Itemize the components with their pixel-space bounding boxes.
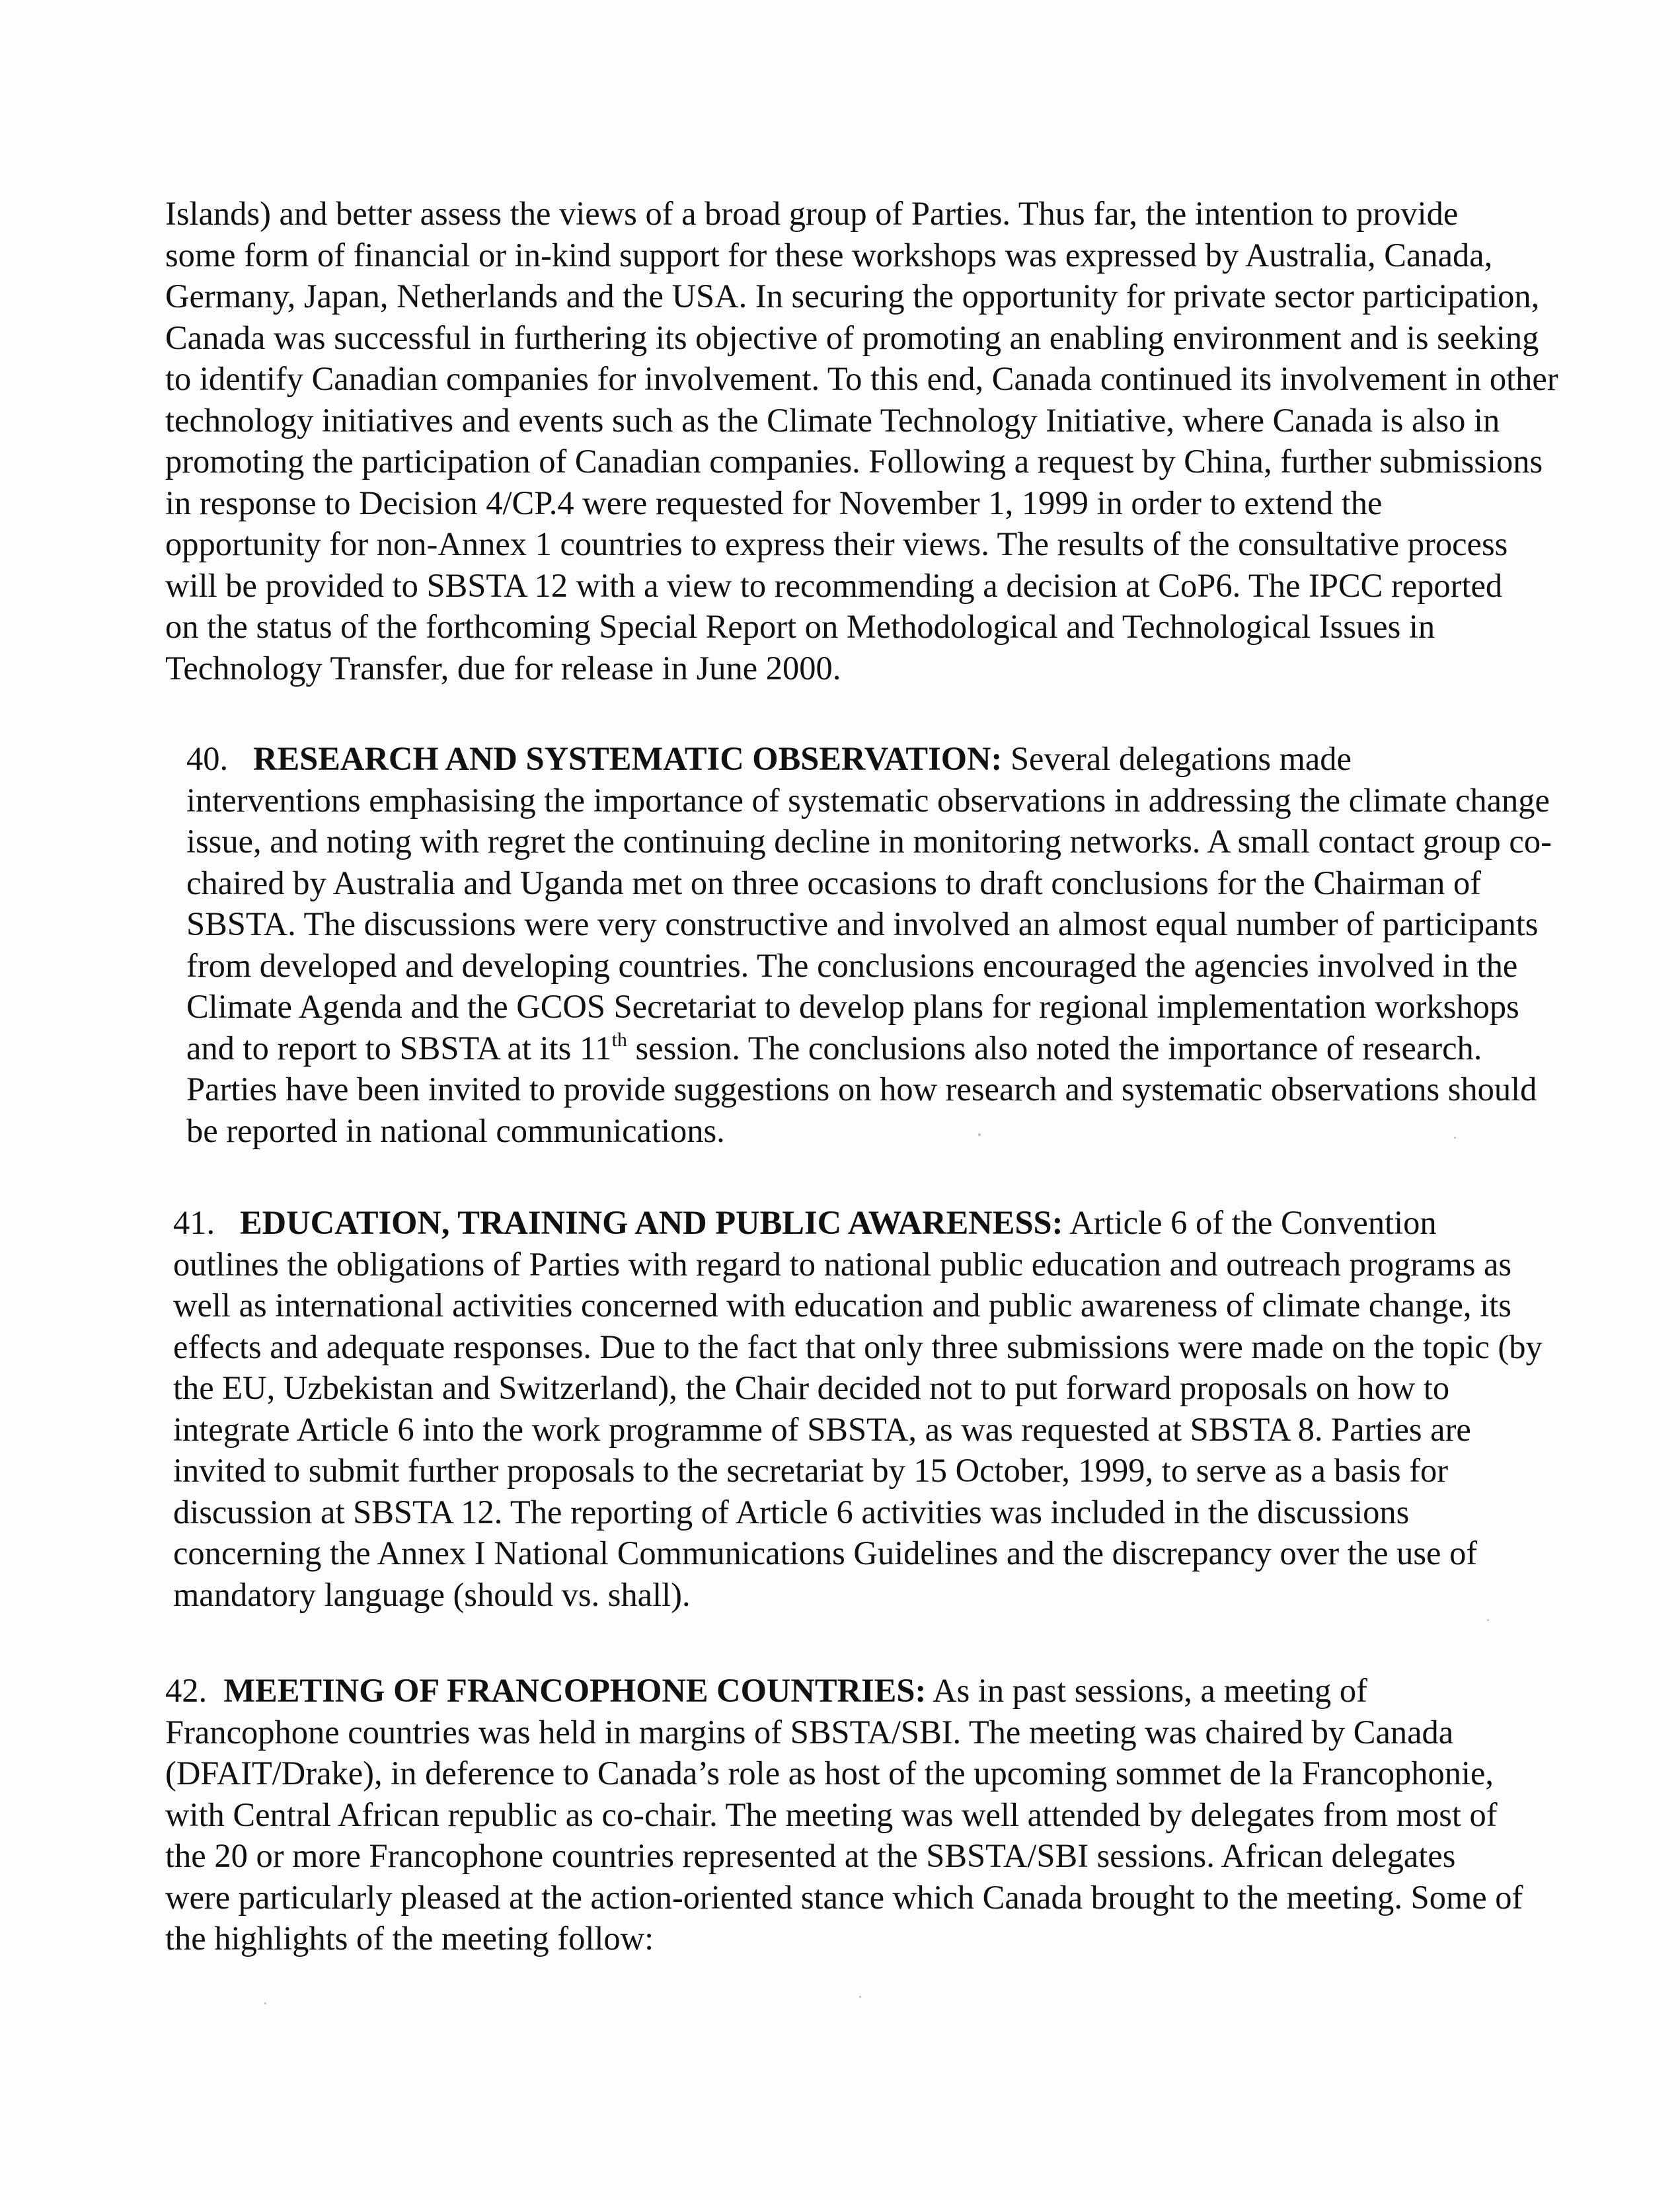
- paragraph-line: SBSTA. The discussions were very constructive and involved an almost equal number of participants: [186, 905, 1539, 942]
- paragraph-line: opportunity for non-Annex 1 countries to express their views. The results of the consultative process: [165, 525, 1508, 562]
- paragraph-line: (DFAIT/Drake), in deference to Canada’s role as host of the upcoming sommet de la Francophonie,: [165, 1755, 1494, 1792]
- paragraph-line: Technology Transfer, due for release in June 2000.: [165, 649, 841, 687]
- section-heading: MEETING OF FRANCOPHONE COUNTRIES:: [223, 1672, 927, 1709]
- paragraph-line: be reported in national communications.: [186, 1112, 725, 1149]
- scan-speck: [1487, 1619, 1489, 1621]
- paragraph-text: Several delegations made: [1002, 740, 1352, 777]
- paragraph-line: from developed and developing countries. The conclusions encouraged the agencies involved in the: [186, 946, 1518, 984]
- scan-speck: [1454, 1137, 1456, 1139]
- paragraph-line: technology initiatives and events such as the Climate Technology Initiative, where Canada is also in: [165, 401, 1500, 439]
- paragraph-number: 40.: [186, 740, 229, 777]
- paragraph-number: 41.: [173, 1204, 215, 1241]
- paragraph-39-continued: [165, 193, 1613, 689]
- paragraph-line: to identify Canadian companies for involvement. To this end, Canada continued its involvement in other: [165, 360, 1558, 397]
- paragraph-line: issue, and noting with regret the continuing decline in monitoring networks. A small contact group co-: [186, 823, 1552, 860]
- paragraph-41: [173, 1202, 1621, 1615]
- paragraph-line: Francophone countries was held in margins of SBSTA/SBI. The meeting was chaired by Canada: [165, 1713, 1454, 1751]
- paragraph-line: promoting the participation of Canadian companies. Following a request by China, further submissions: [165, 443, 1543, 480]
- paragraph-42: [165, 1670, 1613, 1959]
- scan-speck: [859, 1996, 861, 1998]
- paragraph-line: well as international activities concerned with education and public awareness of climate change, its: [173, 1287, 1511, 1324]
- paragraph-line: the highlights of the meeting follow:: [165, 1920, 654, 1957]
- paragraph-line: some form of financial or in-kind support for these workshops was expressed by Australia, Canada,: [165, 236, 1493, 274]
- paragraph-line: mandatory language (should vs. shall).: [173, 1575, 691, 1613]
- paragraph-text: and to report to SBSTA at its 11: [186, 1029, 612, 1067]
- paragraph-line: the 20 or more Francophone countries represented at the SBSTA/SBI sessions. African delegates: [165, 1837, 1456, 1874]
- paragraph-line: Germany, Japan, Netherlands and the USA. In securing the opportunity for private sector participation,: [165, 278, 1540, 315]
- paragraph-text: As in past sessions, a meeting of: [926, 1672, 1367, 1709]
- paragraph-line: discussion at SBSTA 12. The reporting of Article 6 activities was included in the discussions: [173, 1493, 1410, 1531]
- paragraph-line: Canada was successful in furthering its objective of promoting an enabling environment and is seeking: [165, 319, 1539, 356]
- paragraph-line: on the status of the forthcoming Special Report on Methodological and Technological Issues in: [165, 608, 1435, 645]
- paragraph-line: were particularly pleased at the action-oriented stance which Canada brought to the meeting. Some of: [165, 1878, 1523, 1916]
- paragraph-line: effects and adequate responses. Due to the fact that only three submissions were made on the topic (by: [173, 1328, 1543, 1365]
- paragraph-line: the EU, Uzbekistan and Switzerland), the Chair decided not to put forward proposals on how to: [173, 1369, 1450, 1406]
- paragraph-line: [186, 1028, 1634, 1069]
- paragraph-number: 42.: [165, 1672, 208, 1709]
- section-heading: EDUCATION, TRAINING AND PUBLIC AWARENESS:: [240, 1204, 1063, 1241]
- paragraph-line: in response to Decision 4/CP.4 were requested for November 1, 1999 in order to extend the: [165, 484, 1383, 521]
- scan-speck: [978, 1133, 981, 1136]
- section-heading: RESEARCH AND SYSTEMATIC OBSERVATION:: [253, 740, 1003, 777]
- paragraph-first-line: [186, 738, 1634, 780]
- paragraph-line: Islands) and better assess the views of a broad group of Parties. Thus far, the intention to provide: [165, 195, 1459, 232]
- paragraph-line: will be provided to SBSTA 12 with a view to recommending a decision at CoP6. The IPCC reported: [165, 566, 1503, 604]
- paragraph-text: session. The conclusions also noted the importance of research.: [627, 1029, 1482, 1067]
- scan-speck: [264, 2002, 266, 2004]
- paragraph-line: with Central African republic as co-chair. The meeting was well attended by delegates from most of: [165, 1796, 1498, 1833]
- paragraph-first-line: [165, 1670, 1613, 1712]
- paragraph-40: [186, 738, 1634, 1151]
- paragraph-line: Parties have been invited to provide suggestions on how research and systematic observations should: [186, 1071, 1537, 1108]
- paragraph-text: Article 6 of the Convention: [1063, 1204, 1437, 1241]
- paragraph-line: outlines the obligations of Parties with regard to national public education and outreach programs as: [173, 1245, 1512, 1283]
- paragraph-line: invited to submit further proposals to the secretariat by 15 October, 1999, to serve as a basis for: [173, 1452, 1449, 1489]
- paragraph-line: integrate Article 6 into the work programme of SBSTA, as was requested at SBSTA 8. Parties are: [173, 1410, 1471, 1448]
- paragraph-line: chaired by Australia and Uganda met on three occasions to draft conclusions for the Chairman of: [186, 864, 1482, 901]
- paragraph-first-line: [173, 1202, 1621, 1244]
- paragraph-line: concerning the Annex I National Communications Guidelines and the discrepancy over the use of: [173, 1535, 1478, 1572]
- ordinal-superscript: th: [611, 1028, 627, 1051]
- paragraph-line: Climate Agenda and the GCOS Secretariat to develop plans for regional implementation workshops: [186, 988, 1519, 1025]
- paragraph-line: interventions emphasising the importance of systematic observations in addressing the climate change: [186, 781, 1550, 819]
